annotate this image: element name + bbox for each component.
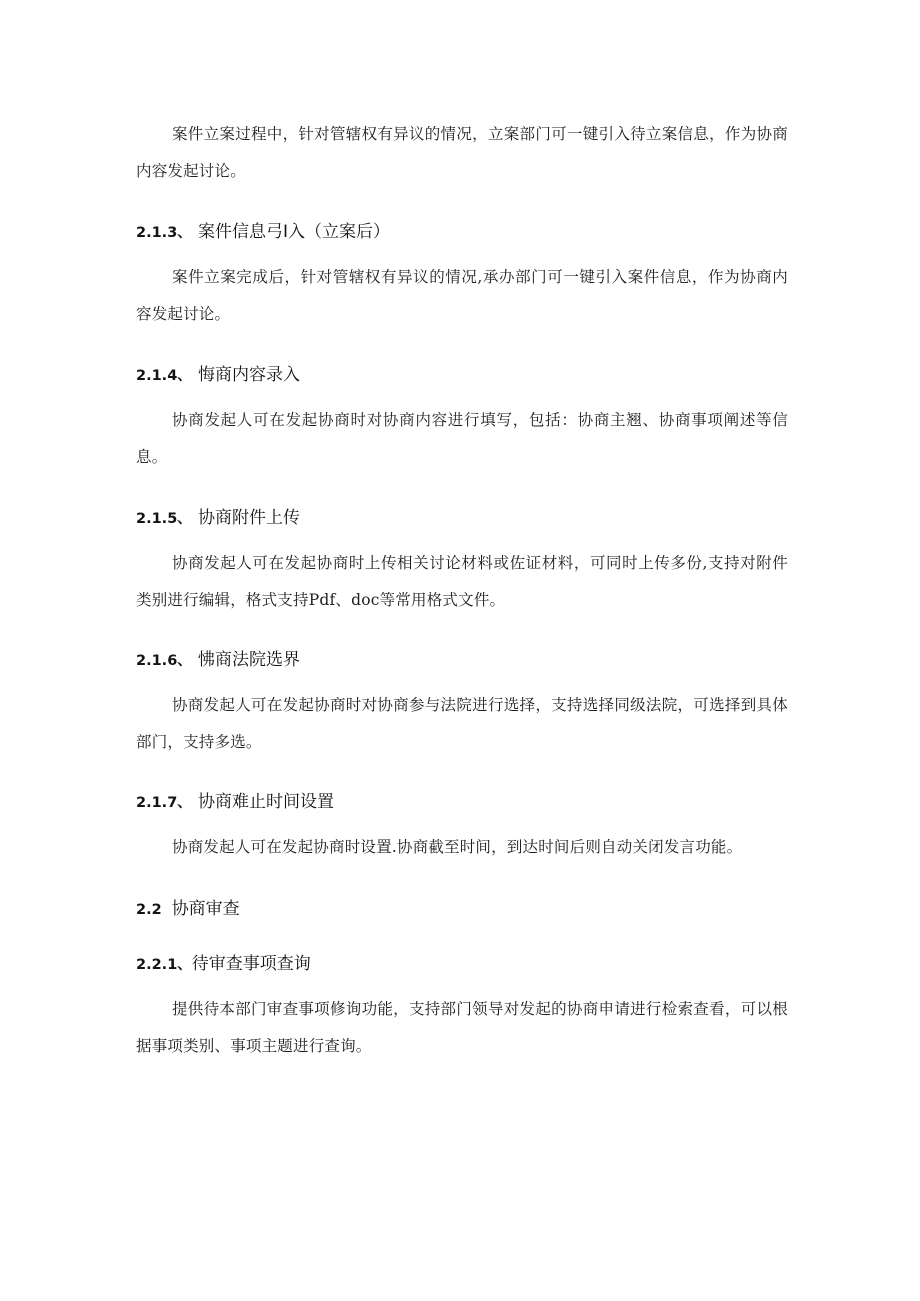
section-number: 2.2.1、 <box>136 957 192 973</box>
section-number: 2.1.7、 <box>136 795 192 811</box>
paragraph-content-entry: 协商发起人可在发起协商时对协商内容进行填写，包括：协商主翘、协商事项阐述等信息。 <box>136 411 788 466</box>
heading-2-1-7 <box>136 790 334 815</box>
section-number: 2.1.6、 <box>136 653 192 669</box>
paragraph-deadline-setting: 协商发起人可在发起协商时设置.协商截至时间，到达时间后则自动关闭发言功能。 <box>172 838 743 856</box>
section-title: 怫商法院选界 <box>198 650 300 670</box>
section-title: 待审查事项查询 <box>191 954 311 974</box>
heading-2-1-4 <box>136 363 300 388</box>
heading-2-2-1 <box>136 952 311 977</box>
heading-2-1-5 <box>136 506 300 531</box>
section-title: 案件信息弓I入（立案后） <box>198 222 391 242</box>
section-title: 协商难止时间设置 <box>198 792 334 812</box>
section-title: 悔商内容录入 <box>198 365 300 385</box>
paragraph-pending-review-query: 提供待本部门审查事项修询功能，支持部门领导对发起的协商申请进行检索查看，可以根据事项类别、事项主题进行查询。 <box>136 1000 788 1055</box>
section-title: 协商审查 <box>171 899 240 919</box>
section-number: 2.1.4、 <box>136 368 192 384</box>
paragraph-court-selection: 协商发起人可在发起协商时对协商参与法院进行选择，支持选择同级法院，可选择到具体部门，支持多选。 <box>136 696 788 751</box>
section-number: 2.1.5、 <box>136 511 192 527</box>
paragraph-case-info-import: 案件立案完成后，针对管辖权有异议的情况,承办部门可一键引入案件信息，作为协商内容发起讨论。 <box>136 268 788 323</box>
heading-2-2 <box>136 897 240 922</box>
paragraph-case-filing-in-progress: 案件立案过程中，针对管辖权有异议的情况，立案部门可一键引入待立案信息，作为协商内容发起讨论。 <box>136 125 788 180</box>
heading-2-1-3 <box>136 220 390 245</box>
paragraph-attachment-upload: 协商发起人可在发起协商时上传相关讨论材料或佐证材料，可同时上传多份,支持对附件类别进行编辑，格式支持Pdf、doc等常用格式文件。 <box>136 554 788 609</box>
section-number: 2.2 <box>136 902 162 918</box>
section-number: 2.1.3、 <box>136 225 192 241</box>
section-title: 协商附件上传 <box>198 508 300 528</box>
heading-2-1-6 <box>136 648 300 673</box>
